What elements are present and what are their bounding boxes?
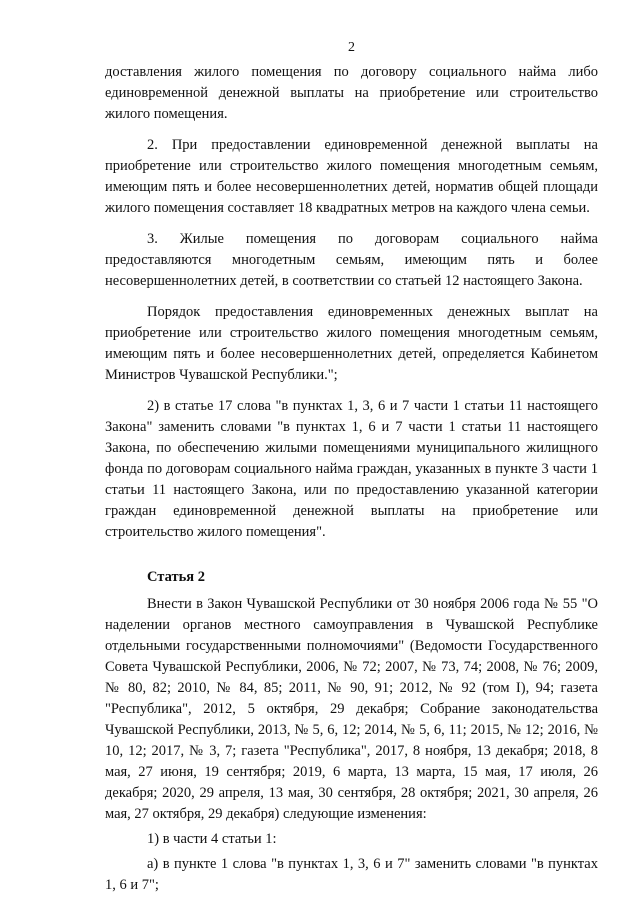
section-spacer (105, 553, 598, 567)
paragraph-article-2-intro: Внести в Закон Чувашской Республики от 30 ноября 2006 года № 55 "О наделении органов местного самоуправления в Чувашской Республике отдельными государственными полномочиями" (Ведомости Государственного Совета Чувашской Республики, 2006, № 72; 2007, № 73, 74; 2008, № 76; 2009, № 80, 82; 2010, № 84, 85; 2011, № 90, 91; 2012, № 92 (том I), 94; газета "Республика", 2012, 5 октября, 29 декабря; Собрание законодательства Чувашской Республики, 2013, № 5, 6, 12; 2014, № 5, 6, 11; 2015, № 12; 2016, № 10, 12; 2017, № 3, 7; газета "Республика", 2017, 8 ноября, 13 декабря; 2018, 8 мая, 27 июня, 19 сентября; 2019, 6 марта, 13 марта, 15 мая, 17 июля, 26 декабря; 2020, 29 апреля, 13 мая, 30 сентября, 28 октября; 2021, 30 апреля, 26 мая, 27 октября, 29 декабря) следующие изменения: (105, 596, 598, 822)
page-number: 2 (348, 40, 355, 55)
paragraph-article-2-item-a: а) в пункте 1 слова "в пунктах 1, 3, 6 и 7" заменить словами "в пунктах 1, 6 и 7"; (105, 856, 598, 893)
paragraph-continuation: доставления жилого помещения по договору социального найма либо единовременной денежной выплаты на приобретение или строительство жилого помещения. (105, 64, 598, 122)
paragraph-procedure: Порядок предоставления единовременных денежных выплат на приобретение или строительство жилого помещения многодетным семьям, имеющим пять и более несовершеннолетних детей, определяется Кабинетом Министров Чувашской Республики."; (105, 304, 598, 383)
paragraph-item-2: 2. При предоставлении единовременной денежной выплаты на приобретение или строительство жилого помещения многодетным семьям, имеющим пять и более несовершеннолетних детей, норматив общей площади жилого помещения составляет 18 квадратных метров на каждого члена семьи. (105, 137, 598, 216)
paragraph-item-3: 3. Жилые помещения по договорам социального найма предоставляются многодетным семьям, имеющим пять и более несовершеннолетних детей, в соответствии со статьей 12 настоящего Закона. (105, 231, 598, 289)
paragraph-article-2-item-1: 1) в части 4 статьи 1: (147, 831, 277, 847)
article-heading: Статья 2 (147, 569, 205, 585)
paragraph-amendment-2: 2) в статье 17 слова "в пунктах 1, 3, 6 и 7 части 1 статьи 11 настоящего Закона" заменить словами "в пунктах 1, 6 и 7 части 1 статьи 11 настоящего Закона, по обеспечению жилыми помещениями муниципального жилищного фонда по договорам социального найма граждан, указанных в пункте 3 части 1 статьи 11 настоящего Закона, или по предоставлению указанной категории граждан единовременной денежной выплаты на приобретение или строительство жилого помещения". (105, 398, 598, 540)
